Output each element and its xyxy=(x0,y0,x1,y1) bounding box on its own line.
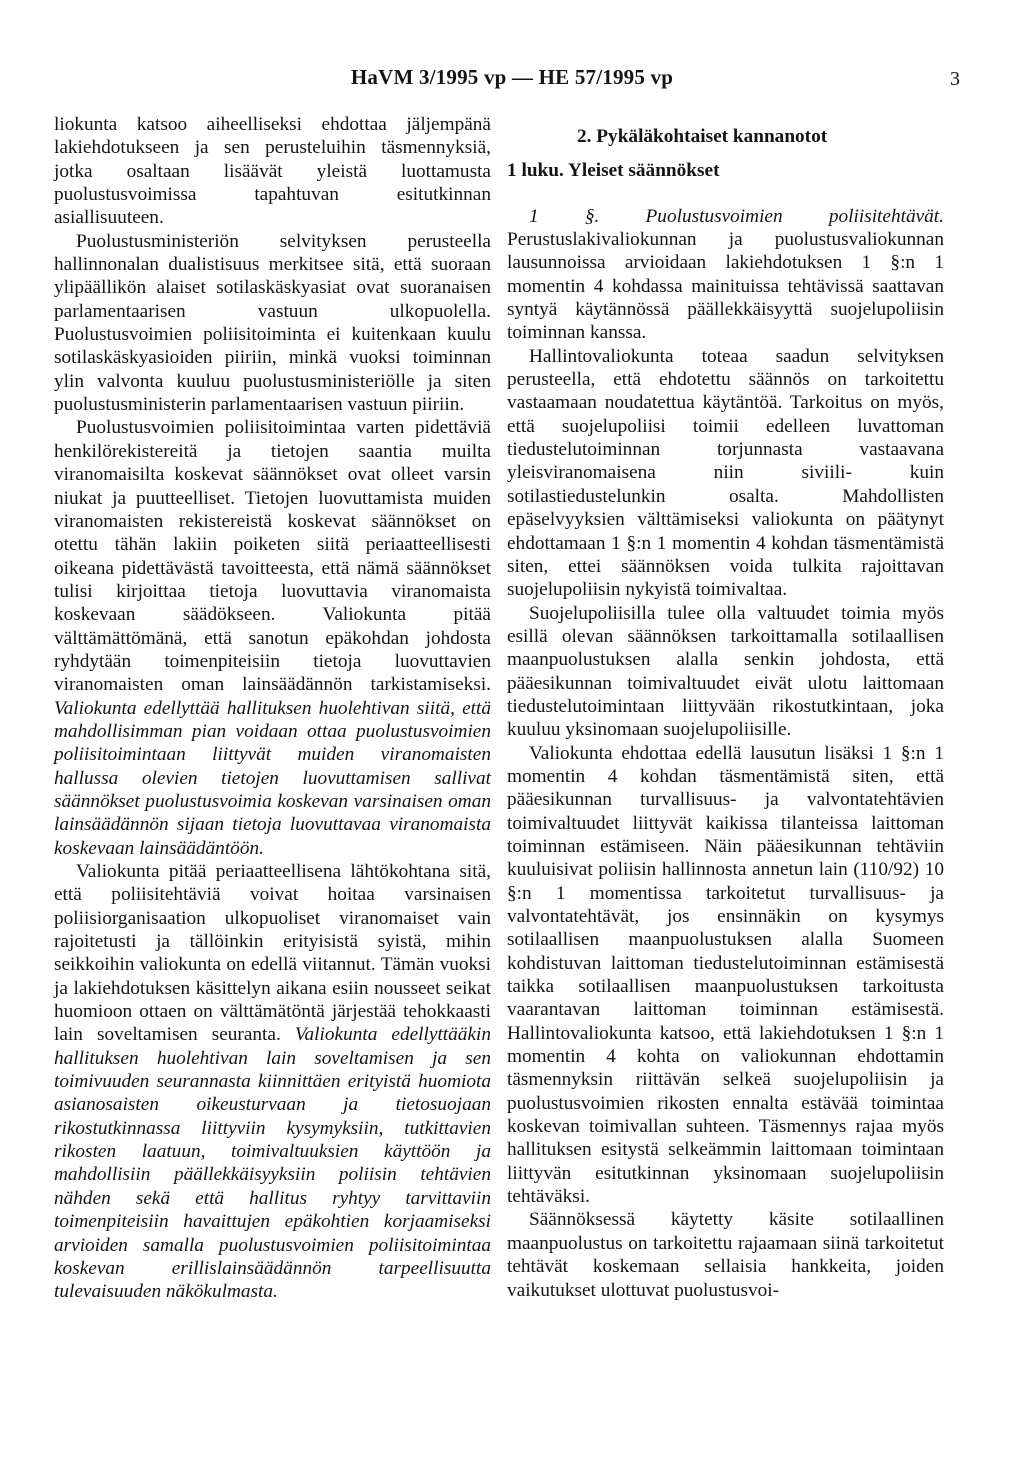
right-paragraph-4: Valiokunta ehdottaa edellä lausutun lisäksi 1 §:n 1 momentin 4 kohdan täsmentämistä siten, että pääesikunnan turvallisuus- ja valvontatehtävien toimivaltuudet liittyvät kaikissa tilanteissa laittoman toiminnan estämiseen. Näin pääesikunnan tehtäviin kuuluisivat poliisin hallinnosta annetun lain (110/92) 10 §:n 1 momentissa tarkoitetut turvallisuus- ja valvontatehtävät, jos ensinnäkin on kysymys sotilaallisen maanpuolustuksen alalla Suomeen kohdistuvan laittoman tiedustelutoiminnan estämisestä taikka sotilaallisen maanpuolustuksen tarkoitusta vaarantavan laittoman toiminnan estämisestä. Hallintovaliokunta katsoo, että lakiehdotuksen 1 §:n 1 momentin 4 kohta on valiokunnan ehdottamin täsmennyksin riittävän selkeä suojelupoliisin ja puolustusvoimien rikosten ennalta estävää toimintaa koskevan toimivallan suhteen. Täsmennys rajaa myös hallituksen esitystä selkeämmin laittomaan toimintaan liittyvän esitutkinnan yksinomaan suojelupoliisin tehtäväksi. xyxy=(507,742,944,1208)
section-heading: 2. Pykäläkohtaiset kannanotot xyxy=(577,126,828,147)
left-paragraph-4-text: Valiokunta pitää periaatteellisena lähtökohtana sitä, että poliisitehtäviä voivat hoitaa varsinaisen poliisiorganisaation ulkopuoliset viranomaiset vain rajoitetusti ja tällöinkin erityisistä syistä, mihin seikkoihin valiokunta on edellä viitannut. Tämän vuoksi ja lakiehdotuksen käsittelyn aikana esiin nousseet seikat huomioon ottaen on välttämätöntä järjestää tehokkaasti lain soveltamisen seuranta. xyxy=(54,861,491,1046)
left-paragraph-1: liokunta katsoo aiheelliseksi ehdottaa jäljempänä lakiehdotukseen ja sen perusteluihin täsmennyksiä, jotka osaltaan lisäävät yleistä luottamusta puolustusvoimissa tapahtuvan esitutkinnan asiallisuuteen. xyxy=(54,114,491,229)
left-paragraph-2: Puolustusministeriön selvityksen perusteella hallinnonalan dualistisuus merkitsee sitä, että suoraan ylipäällikön alaiset sotilaskäskyasiat ovat suoranaisen parlamentaarisen vastuun ulkopuolella. Puolustusvoimien poliisitoiminta ei kuitenkaan kuulu sotilaskäskyasioiden piiriin, minkä vuoksi toiminnan ylin valvonta kuuluu puolustusministeriölle ja siten puolustusministerin parlamentaarisen vastuun piiriin. xyxy=(54,230,491,416)
right-paragraph-1 xyxy=(507,205,944,345)
chapter-heading: 1 luku. Yleiset säännökset xyxy=(507,160,720,182)
page-header xyxy=(0,62,1024,96)
left-paragraph-4-italic: Valiokunta edellyttääkin hallituksen huolehtivan lain soveltamisen ja sen toimivuuden seurannasta kiinnittäen erityistä huomiota asianosaisten oikeusturvaan ja tietosuojaan rikostutkinnassa liittyviin kysymyksiin, tutkittavien rikosten laatuun, toimivaltuuksien käyttöön ja mahdollisiin päällekkäisyyksiin poliisin tehtävien nähden sekä että hallitus ryhtyy tarvittaviin toimenpiteisiin havaittujen epäkohtien korjaamiseksi arvioiden samalla puolustusvoimien poliisitoimintaa koskevan erillislainsäädännön tarpeellisuutta tulevaisuuden näkökulmasta. xyxy=(54,1024,491,1303)
section-1-title: 1 §. Puolustusvoimien poliisitehtävät. xyxy=(529,205,944,227)
right-paragraph-1-text: Perustuslakivaliokunnan ja puolustusvaliokunnan lausunnoissa arvioidaan lakiehdotuksen 1 §:n 1 momentin 4 kohdassa mainituissa tehtävissä saattavan syntyä käytännössä päällekkäisyyttä suojelupoliisin toiminnan kanssa. xyxy=(507,229,944,344)
left-paragraph-3-text: Puolustusvoimien poliisitoimintaa varten pidettäviä henkilörekistereitä ja tietojen saantia muilta viranomaisilta koskevat säännökset ovat olleet varsin niukat ja puutteelliset. Tietojen luovuttamista muiden viranomaisten rekistereistä koskevat säännökset on otettu tähän lakiin poiketen siitä periaatteellisesti oikeana pidettävästä tavoitteesta, että nämä säännökset tulisi kirjoittaa tietoja luovuttavia viranomaista koskevaan säädökseen. Valiokunta pitää välttämättömänä, että sanotun epäkohdan johdosta ryhdytään toimenpiteisiin tietoja luovuttavien viranomaisten oman lainsäädännön tarkistamiseksi. xyxy=(54,417,491,696)
right-column xyxy=(507,113,944,1302)
page-number: 3 xyxy=(950,68,960,90)
right-paragraph-5: Säännöksessä käytetty käsite sotilaallinen maanpuolustus on tarkoitettu rajaamaan siinä tarkoitetut tehtävät koskemaan sellaisia hankkeita, joiden vaikutukset ulottuvat puolustusvoi- xyxy=(507,1209,944,1301)
right-paragraph-3: Suojelupoliisilla tulee olla valtuudet toimia myös esillä olevan säännöksen tarkoittamalla sotilaallisen maanpuolustuksen alalla senkin johdosta, että pääesikunnan toimivaltuudet eivät ulotu laittomaan tiedustelutoimintaan liittyvään rikostutkintaan, joka kuuluu yksinomaan suojelupoliisille. xyxy=(507,602,944,741)
left-column xyxy=(54,113,491,1304)
left-paragraph-3 xyxy=(54,416,491,860)
right-paragraph-2: Hallintovaliokunta toteaa saadun selvityksen perusteella, että ehdotettu säännös on tarkoitettu vastaamaan noudatettua käytäntöä. Tarkoitus on myös, että suojelupoliisi toimii edelleen luvattoman tiedustelutoiminnan torjunnasta vastaavana yleisviranomaisena niin siviili- kuin sotilastiedustelunkin osalta. Mahdollisten epäselvyyksien välttämiseksi valiokunta on päätynyt ehdottamaan 1 §:n 1 momentin 4 kohdan täsmentämistä siten, ettei säännöksen voida tulkita rajoittavan suojelupoliisin nykyistä toimivaltaa. xyxy=(507,345,944,601)
running-title: HaVM 3/1995 vp — HE 57/1995 vp xyxy=(350,65,674,89)
left-paragraph-3-italic: Valiokunta edellyttää hallituksen huolehtivan siitä, että mahdollisimman pian voidaan ottaa puolustusvoimien poliisitoimintaan liittyvät muiden viranomaisten hallussa olevien tietojen luovuttamisen sallivat säännökset puolustusvoimia koskevan varsinaisen oman lainsäädännön sijaan tietoja luovuttavaa viranomaista koskevaan lainsäädäntöön. xyxy=(54,697,491,859)
left-paragraph-4 xyxy=(54,860,491,1304)
